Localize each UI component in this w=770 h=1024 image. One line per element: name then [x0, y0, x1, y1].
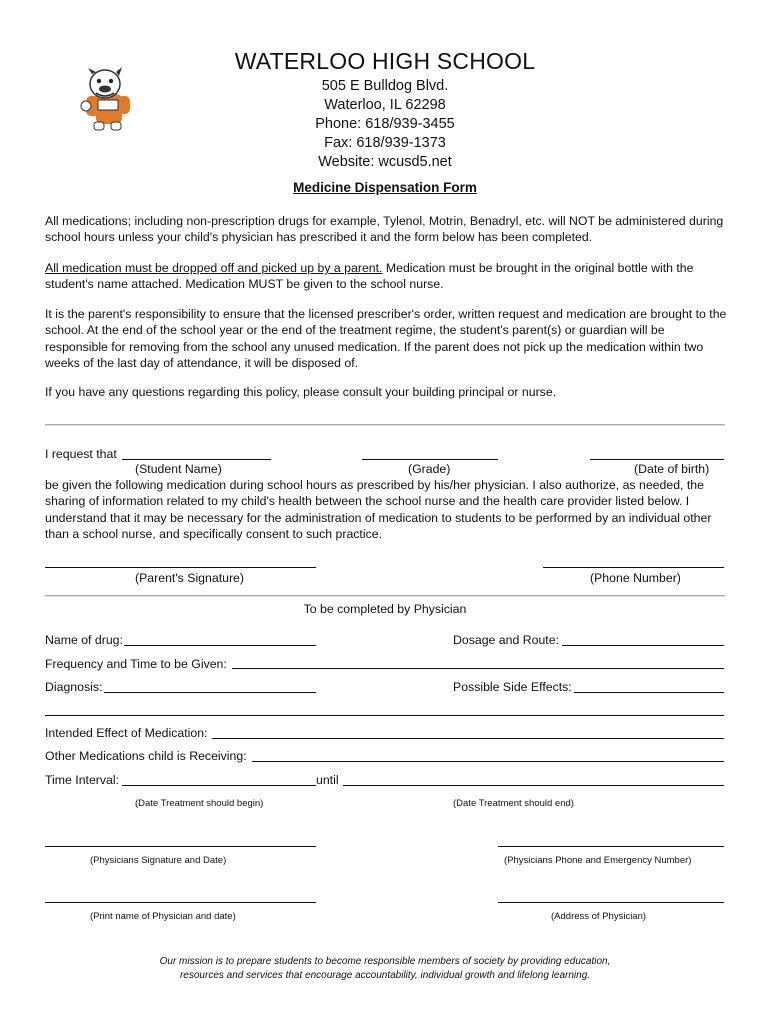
divider: [45, 424, 725, 426]
end-date-caption: (Date Treatment should end): [453, 798, 574, 809]
mission-line-1: Our mission is to prepare students to become responsible members of society by providing education,: [159, 956, 611, 967]
physician-section-heading: To be completed by Physician: [303, 602, 467, 616]
frequency-label: Frequency and Time to be Given:: [45, 657, 227, 671]
dob-caption: (Date of birth): [634, 462, 710, 476]
dosage-field[interactable]: [562, 645, 724, 646]
form-title: Medicine Dispensation Form: [293, 180, 477, 195]
policy-paragraph-2: [45, 260, 730, 293]
parent-signature-caption: (Parent's Signature): [135, 571, 244, 585]
policy-paragraph-4: If you have any questions regarding this policy, please consult your building principal or nurse.: [45, 385, 557, 399]
dosage-label: Dosage and Route:: [453, 633, 559, 647]
until-label: until: [316, 773, 339, 787]
physician-address-field[interactable]: [498, 902, 724, 903]
policy-paragraph-1: All medications; including non-prescription drugs for example, Tylenol, Motrin, Benadryl, etc. will NOT be administered during school hours unless your child's physician has prescribed it and the form below has been completed.: [45, 214, 724, 245]
intended-effect-label: Intended Effect of Medication:: [45, 726, 208, 740]
begin-date-caption: (Date Treatment should begin): [135, 798, 264, 809]
divider: [45, 595, 725, 597]
end-date-field[interactable]: [343, 785, 724, 786]
phone-caption: (Phone Number): [590, 571, 681, 585]
diagnosis-label: Diagnosis:: [45, 680, 103, 694]
student-name-caption: (Student Name): [135, 462, 222, 476]
school-name: WATERLOO HIGH SCHOOL: [234, 48, 536, 74]
mission-line-2: resources and services that encourage accountability, individual growth and lifelong learning.: [179, 970, 591, 981]
physician-phone-field[interactable]: [498, 846, 724, 847]
website: Website: wcusd5.net: [318, 154, 452, 170]
student-name-field[interactable]: [122, 459, 271, 460]
grade-field[interactable]: [362, 459, 498, 460]
physician-address-caption: (Address of Physician): [551, 911, 647, 922]
diagnosis-continuation-field[interactable]: [45, 715, 724, 716]
intended-effect-field[interactable]: [212, 738, 724, 739]
parent-signature-field[interactable]: [45, 567, 316, 568]
physician-signature-caption: (Physicians Signature and Date): [90, 855, 227, 866]
address-line-1: 505 E Bulldog Blvd.: [321, 78, 449, 94]
address-line-2: Waterloo, IL 62298: [324, 97, 446, 113]
physician-signature-field[interactable]: [45, 846, 316, 847]
diagnosis-field[interactable]: [104, 692, 316, 693]
frequency-field[interactable]: [232, 668, 724, 669]
other-medications-field[interactable]: [252, 761, 724, 762]
policy-paragraph-3: It is the parent's responsibility to ensure that the licensed prescriber's order, written request and medication are brought to the school. At the end of the school year or the end of the treatment regime, the student's parent(s) or guardian will be responsible for removing from the school any unused medication. If the parent does not pick up the medication within two weeks of the last day of attendance, it will be disposed of.: [45, 307, 727, 371]
begin-date-field[interactable]: [122, 785, 316, 786]
side-effects-label: Possible Side Effects:: [453, 680, 572, 694]
phone-number: Phone: 618/939-3455: [315, 116, 455, 132]
policy-underlined-text: All medication must be dropped off and picked up by a parent.: [45, 261, 383, 275]
policy-paragraph-2-rest: Medication must be brought in the original bottle with the student's name attached. Medication MUST be given to the school nurse.: [45, 261, 694, 292]
consent-paragraph: be given the following medication during school hours as prescribed by his/her physician. I also authorize, as needed, the sharing of information related to my child's health between the school nurse and the health care provider listed below. I understand that it may be necessary for the administration of medication to students to be performed by an individual other than a school nurse, and specifically consent to such practice.: [45, 478, 712, 542]
other-medications-label: Other Medications child is Receiving:: [45, 749, 247, 763]
physician-print-name-field[interactable]: [45, 902, 316, 903]
print-name-caption: (Print name of Physician and date): [90, 911, 236, 922]
side-effects-field[interactable]: [574, 692, 724, 693]
dob-field[interactable]: [590, 459, 724, 460]
time-interval-label: Time Interval:: [45, 773, 120, 787]
phone-number-field[interactable]: [543, 567, 724, 568]
request-label: I request that: [45, 447, 117, 461]
physician-phone-caption: (Physicians Phone and Emergency Number): [504, 855, 692, 866]
fax-number: Fax: 618/939-1373: [324, 135, 446, 151]
drug-field[interactable]: [124, 645, 316, 646]
grade-caption: (Grade): [408, 462, 451, 476]
drug-label: Name of drug:: [45, 633, 123, 647]
